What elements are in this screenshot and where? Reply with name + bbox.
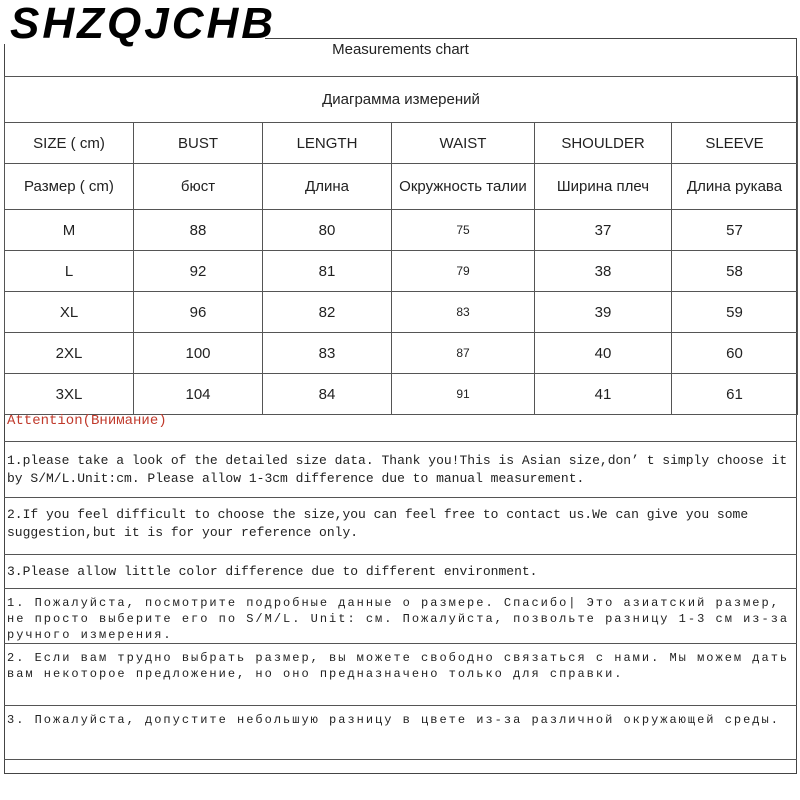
header-cell: WAIST: [392, 123, 535, 164]
table-cell: 3XL: [5, 374, 134, 415]
header-cell: Окружность талии: [392, 164, 535, 210]
table-cell: 40: [535, 333, 672, 374]
table-cell: 60: [672, 333, 798, 374]
table-row: [5, 251, 798, 292]
header-row-en: [5, 123, 798, 164]
table-title-row: [5, 77, 798, 123]
header-cell: Длина: [263, 164, 392, 210]
table-cell: 57: [672, 210, 798, 251]
table-cell: 100: [134, 333, 263, 374]
table-cell: 2XL: [5, 333, 134, 374]
table-cell: 61: [672, 374, 798, 415]
table-cell: 84: [263, 374, 392, 415]
header-cell: SLEEVE: [672, 123, 798, 164]
header-cell: BUST: [134, 123, 263, 164]
brand-logo: SHZQJCHB: [10, 0, 277, 48]
table-cell: 96: [134, 292, 263, 333]
note-ru-3: 3. Пожалуйста, допустите небольшую разницу в цвете из-за различной окружающей среды.: [4, 706, 797, 760]
table-row: [5, 210, 798, 251]
table-cell: 82: [263, 292, 392, 333]
header-cell: Размер ( cm): [5, 164, 134, 210]
note-ru-1: 1. Пожалуйста, посмотрите подробные данные о размере. Спасибо| Это азиатский размер, не просто выберите его по S/M/L. Unit: см. Пожалуйста, позвольте разницу 1-3 см из-за ручного измерения.: [4, 589, 797, 644]
table-cell: L: [5, 251, 134, 292]
notes-section: [4, 404, 797, 760]
table-cell: 83: [392, 292, 535, 333]
table-title: Диаграмма измерений: [5, 77, 798, 123]
table-cell: 38: [535, 251, 672, 292]
table-cell: 79: [392, 251, 535, 292]
table-cell: XL: [5, 292, 134, 333]
header-row-ru: [5, 164, 798, 210]
table-row: [5, 333, 798, 374]
table-cell: 87: [392, 333, 535, 374]
table-cell: 37: [535, 210, 672, 251]
table-cell: 75: [392, 210, 535, 251]
table-cell: 39: [535, 292, 672, 333]
table-cell: 81: [263, 251, 392, 292]
table-cell: 104: [134, 374, 263, 415]
note-en-3: 3.Please allow little color difference due to different environment.: [4, 555, 797, 589]
table-cell: 92: [134, 251, 263, 292]
table-cell: 88: [134, 210, 263, 251]
table-cell: 58: [672, 251, 798, 292]
header-cell: SIZE ( cm): [5, 123, 134, 164]
header-cell: LENGTH: [263, 123, 392, 164]
table-cell: 41: [535, 374, 672, 415]
header-cell: SHOULDER: [535, 123, 672, 164]
table-cell: 59: [672, 292, 798, 333]
chart-title: Measurements chart: [332, 41, 469, 58]
table-cell: 83: [263, 333, 392, 374]
header-cell: Длина рукава: [672, 164, 798, 210]
table-cell: 91: [392, 374, 535, 415]
table-cell: M: [5, 210, 134, 251]
table-row: [5, 292, 798, 333]
note-en-1: 1.please take a look of the detailed size data. Thank you!This is Asian size,don’ t simply choose it by S/M/L.Unit:cm. Please allow 1-3cm difference due to manual measurement.: [4, 442, 797, 498]
table-cell: 80: [263, 210, 392, 251]
note-en-2: 2.If you feel difficult to choose the size,you can feel free to contact us.We can give you some suggestion,but it is for your reference only.: [4, 498, 797, 555]
size-table: [4, 76, 798, 415]
header-cell: Ширина плеч: [535, 164, 672, 210]
attention-heading: Attention(Внимание): [4, 404, 797, 442]
header-cell: бюст: [134, 164, 263, 210]
note-ru-2: 2. Если вам трудно выбрать размер, вы можете свободно связаться с нами. Мы можем дать вам некоторое предложение, но оно предназначено только для справки.: [4, 644, 797, 706]
